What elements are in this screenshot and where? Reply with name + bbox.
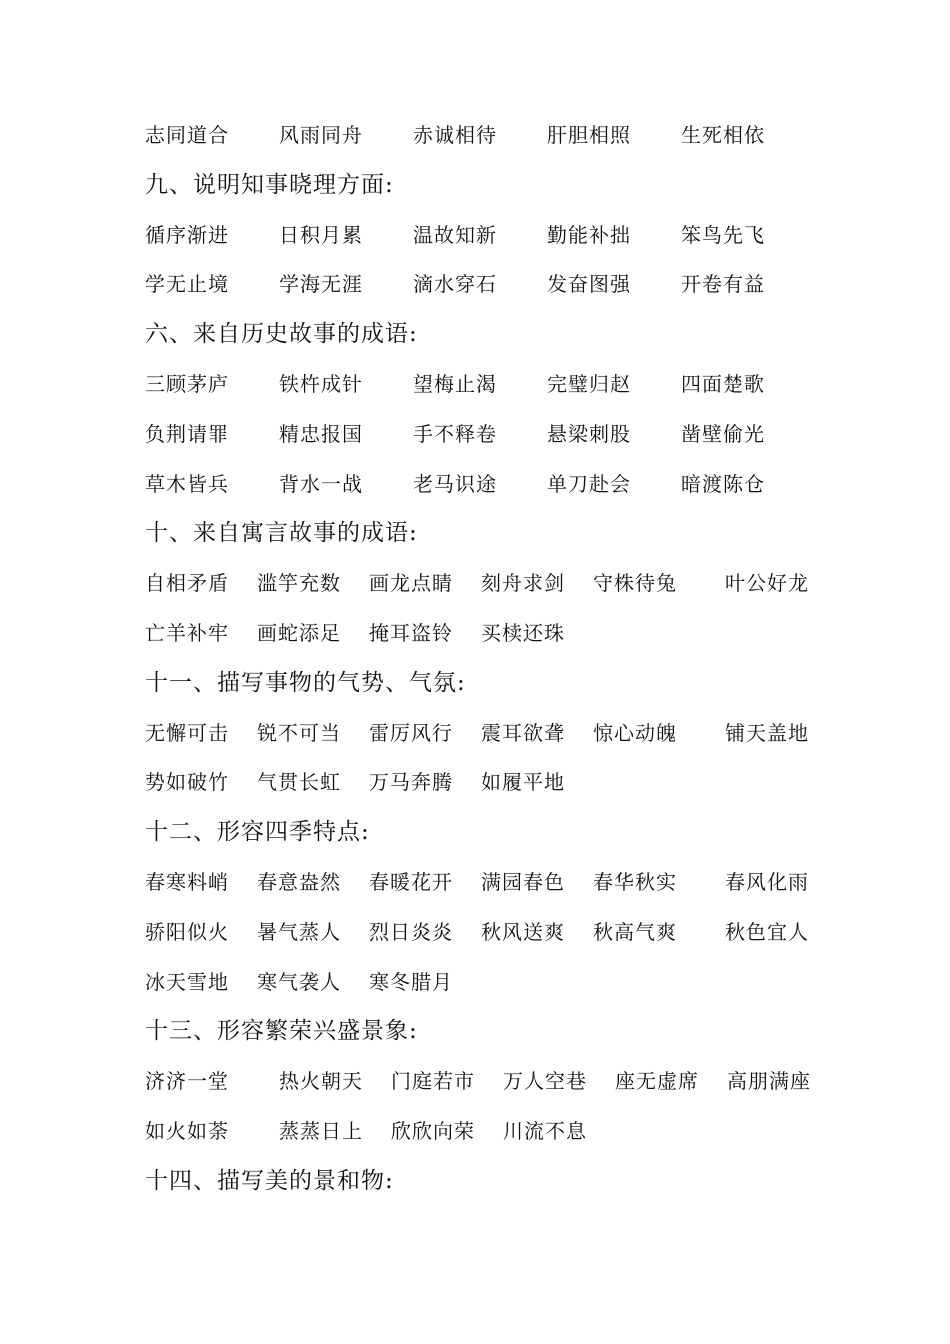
idiom: 手不释卷 bbox=[413, 421, 497, 446]
section-heading-line bbox=[0, 170, 950, 200]
idiom: 赤诚相待 bbox=[413, 123, 497, 147]
section-heading: 六、来自历史故事的成语: bbox=[145, 321, 418, 348]
idiom: 日积月累 bbox=[279, 222, 363, 247]
idiom: 生死相依 bbox=[681, 123, 765, 147]
idiom: 如履平地 bbox=[481, 770, 565, 795]
idiom: 铺天盖地 bbox=[725, 720, 809, 745]
idiom: 画龙点睛 bbox=[369, 571, 453, 596]
idiom: 风雨同舟 bbox=[279, 123, 363, 147]
section-heading: 十二、形容四季特点: bbox=[145, 819, 370, 846]
idiom: 震耳欲聋 bbox=[481, 720, 565, 745]
idiom: 川流不息 bbox=[503, 1119, 587, 1143]
idiom: 骄阳似火 bbox=[145, 919, 229, 944]
idiom: 精忠报国 bbox=[279, 421, 363, 446]
idiom: 背水一战 bbox=[279, 471, 363, 496]
idiom: 无懈可击 bbox=[145, 720, 229, 745]
idiom: 势如破竹 bbox=[145, 770, 229, 795]
idiom-row bbox=[0, 568, 950, 598]
idiom-row bbox=[0, 469, 950, 499]
idiom-row bbox=[0, 120, 950, 150]
idiom: 热火朝天 bbox=[279, 1069, 363, 1094]
idiom-row bbox=[0, 618, 950, 648]
idiom: 守株待兔 bbox=[593, 571, 677, 596]
idiom: 惊心动魄 bbox=[593, 720, 677, 745]
idiom: 雷厉风行 bbox=[369, 720, 453, 745]
idiom: 志同道合 bbox=[145, 123, 229, 147]
idiom: 万人空巷 bbox=[503, 1069, 587, 1094]
idiom: 肝胆相照 bbox=[547, 123, 631, 147]
idiom: 高朋满座 bbox=[727, 1069, 811, 1094]
idiom: 勤能补拙 bbox=[547, 222, 631, 247]
idiom-row bbox=[0, 419, 950, 449]
section-heading-line bbox=[0, 518, 950, 548]
idiom: 春华秋实 bbox=[593, 870, 677, 894]
idiom: 秋风送爽 bbox=[481, 919, 565, 944]
idiom: 笨鸟先飞 bbox=[681, 222, 765, 247]
idiom: 如火如荼 bbox=[145, 1119, 229, 1143]
idiom-row bbox=[0, 1116, 950, 1146]
section-heading-line bbox=[0, 817, 950, 847]
idiom: 秋高气爽 bbox=[593, 919, 677, 944]
idiom: 画蛇添足 bbox=[257, 621, 341, 645]
idiom: 满园春色 bbox=[481, 870, 565, 894]
idiom: 学无止境 bbox=[145, 272, 229, 297]
idiom: 济济一堂 bbox=[145, 1069, 229, 1094]
idiom: 烈日炎炎 bbox=[369, 919, 453, 944]
idiom: 刻舟求剑 bbox=[481, 571, 565, 596]
section-heading-line bbox=[0, 1166, 950, 1196]
idiom: 暑气蒸人 bbox=[257, 919, 341, 944]
idiom: 草木皆兵 bbox=[145, 471, 229, 496]
idiom: 学海无涯 bbox=[279, 272, 363, 297]
section-heading: 十四、描写美的景和物: bbox=[145, 1167, 394, 1194]
idiom: 老马识途 bbox=[413, 471, 497, 496]
idiom: 完璧归赵 bbox=[547, 372, 631, 396]
idiom: 门庭若市 bbox=[391, 1069, 475, 1094]
idiom: 蒸蒸日上 bbox=[279, 1119, 363, 1143]
idiom: 开卷有益 bbox=[681, 272, 765, 297]
idiom: 负荆请罪 bbox=[145, 421, 229, 446]
section-heading-line bbox=[0, 319, 950, 349]
section-heading: 十、来自寓言故事的成语: bbox=[145, 520, 418, 547]
idiom: 万马奔腾 bbox=[369, 770, 453, 795]
section-heading-line bbox=[0, 668, 950, 698]
idiom: 座无虚席 bbox=[615, 1069, 699, 1094]
idiom: 欣欣向荣 bbox=[391, 1119, 475, 1143]
idiom: 掩耳盗铃 bbox=[369, 621, 453, 645]
idiom: 春暖花开 bbox=[369, 870, 453, 894]
idiom: 秋色宜人 bbox=[725, 919, 809, 944]
idiom: 滥竽充数 bbox=[257, 571, 341, 596]
idiom-row bbox=[0, 1066, 950, 1096]
idiom: 锐不可当 bbox=[257, 720, 341, 745]
idiom-row bbox=[0, 369, 950, 399]
idiom: 暗渡陈仓 bbox=[681, 471, 765, 496]
section-heading: 十三、形容繁荣兴盛景象: bbox=[145, 1018, 418, 1045]
idiom: 滴水穿石 bbox=[413, 272, 497, 297]
idiom-row bbox=[0, 867, 950, 897]
idiom: 自相矛盾 bbox=[145, 571, 229, 596]
idiom: 四面楚歌 bbox=[681, 372, 765, 396]
idiom: 买椟还珠 bbox=[481, 621, 565, 645]
idiom: 凿壁偷光 bbox=[681, 421, 765, 446]
idiom-row bbox=[0, 917, 950, 947]
idiom: 循序渐进 bbox=[145, 222, 229, 247]
idiom-row bbox=[0, 269, 950, 299]
idiom: 寒冬腊月 bbox=[369, 969, 453, 994]
idiom: 气贯长虹 bbox=[257, 770, 341, 795]
idiom: 单刀赴会 bbox=[547, 471, 631, 496]
section-heading: 九、说明知事晓理方面: bbox=[145, 171, 394, 198]
idiom: 春寒料峭 bbox=[145, 870, 229, 894]
section-heading: 十一、描写事物的气势、气氛: bbox=[145, 669, 466, 696]
idiom: 发奋图强 bbox=[547, 272, 631, 297]
idiom-row bbox=[0, 718, 950, 748]
idiom: 春意盎然 bbox=[257, 870, 341, 894]
idiom: 春风化雨 bbox=[725, 870, 809, 894]
idiom-row bbox=[0, 767, 950, 797]
idiom-row bbox=[0, 220, 950, 250]
idiom: 悬梁刺股 bbox=[547, 421, 631, 446]
idiom: 亡羊补牢 bbox=[145, 621, 229, 645]
idiom: 冰天雪地 bbox=[145, 969, 229, 994]
idiom-row bbox=[0, 967, 950, 997]
idiom: 寒气袭人 bbox=[257, 969, 341, 994]
idiom: 三顾茅庐 bbox=[145, 372, 229, 396]
idiom: 叶公好龙 bbox=[725, 571, 809, 596]
section-heading-line bbox=[0, 1016, 950, 1046]
idiom: 望梅止渴 bbox=[413, 372, 497, 396]
idiom: 铁杵成针 bbox=[279, 372, 363, 396]
idiom: 温故知新 bbox=[413, 222, 497, 247]
